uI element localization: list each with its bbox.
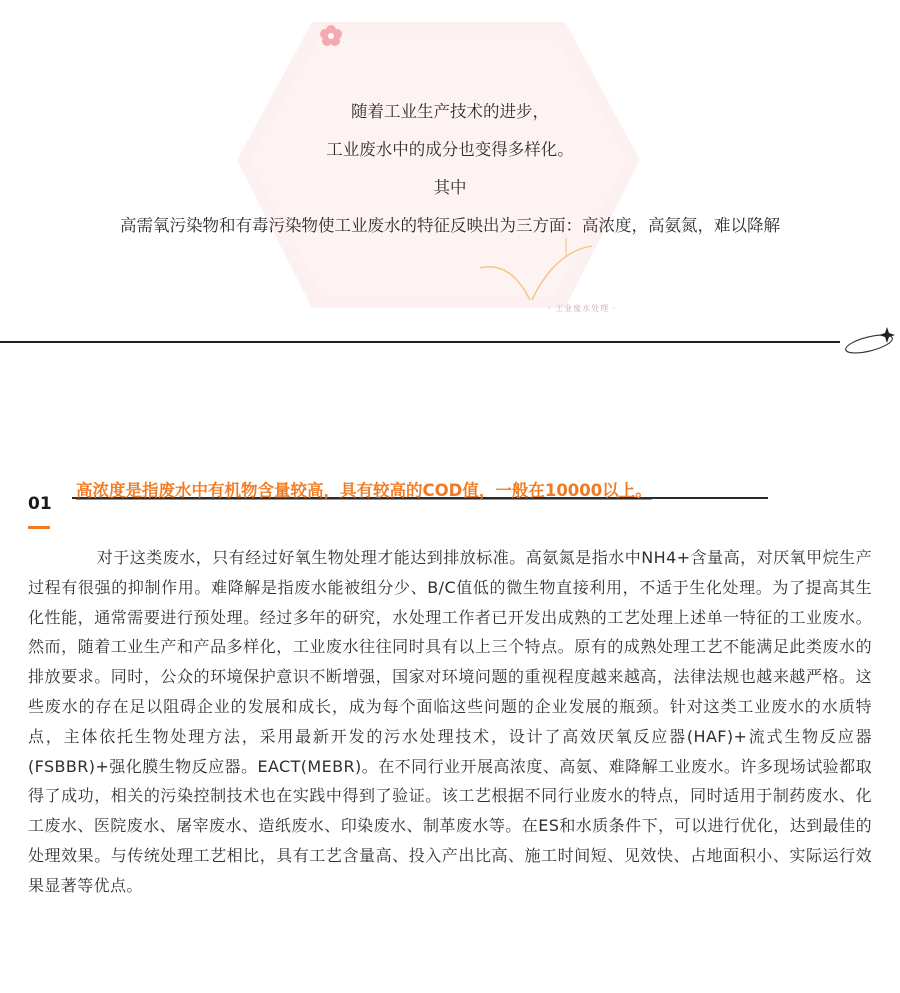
section-number: 01 bbox=[28, 494, 52, 514]
sparkle-icon bbox=[842, 324, 900, 358]
intro-banner bbox=[0, 0, 900, 320]
intro-text bbox=[0, 93, 900, 245]
intro-line-1: 随着工业生产技术的进步， bbox=[351, 102, 549, 121]
banner-watermark: · 工业废水处理 · bbox=[548, 304, 617, 313]
intro-line-3: 其中 bbox=[433, 178, 467, 197]
section-headline: 高浓度是指废水中有机物含量较高，具有较高的COD值，一般在10000以上。 bbox=[76, 481, 652, 500]
section-divider bbox=[0, 341, 840, 343]
intro-line-2: 工业废水中的成分也变得多样化。 bbox=[326, 140, 574, 159]
body-paragraph: 对于这类废水，只有经过好氧生物处理才能达到排放标准。高氨氮是指水中NH4+含量高，对厌氧甲烷生产过程有很强的抑制作用。难降解是指废水能被组分少、B/C值低的微生物直接利用，不适于生化处理。为了提高其生化性能，通常需要进行预处理。经过多年的研究，水处理工作者已开发出成熟的工艺处理上述单一特征的工业废水。然而，随着工业生产和产品多样化，工业废水往往同时具有以上三个特点。原有的成熟处理工艺不能满足此类废水的排放要求。同时，公众的环境保护意识不断增强，国家对环境问题的重视程度越来越高，法律法规也越来越严格。这些废水的存在足以阻碍企业的发展和成长，成为每个面临这些问题的企业发展的瓶颈。针对这类工业废水的水质特点，主体依托生物处理方法，采用最新开发的污水处理技术，设计了高效厌氧反应器(HAF)+流式生物反应器(FSBBR)+强化膜生物反应器。EACT(MEBR)。在不同行业开展高浓度、高氨、难降解工业废水。许多现场试验都取得了成功，相关的污染控制技术也在实践中得到了验证。该工艺根据不同行业废水的特点，同时适用于制药废水、化工废水、医院废水、屠宰废水、造纸废水、印染废水、制革废水等。在ES和水质条件下，可以进行优化，达到最佳的处理效果。与传统处理工艺相比，具有工艺含量高、投入产出比高、施工时间短、见效快、占地面积小、实际运行效果显著等优点。 bbox=[28, 548, 872, 895]
section-number-bar bbox=[28, 526, 50, 529]
intro-line-4: 高需氧污染物和有毒污染物使工业废水的特征反映出为三方面：高浓度，高氨氮，难以降解 bbox=[120, 216, 780, 235]
